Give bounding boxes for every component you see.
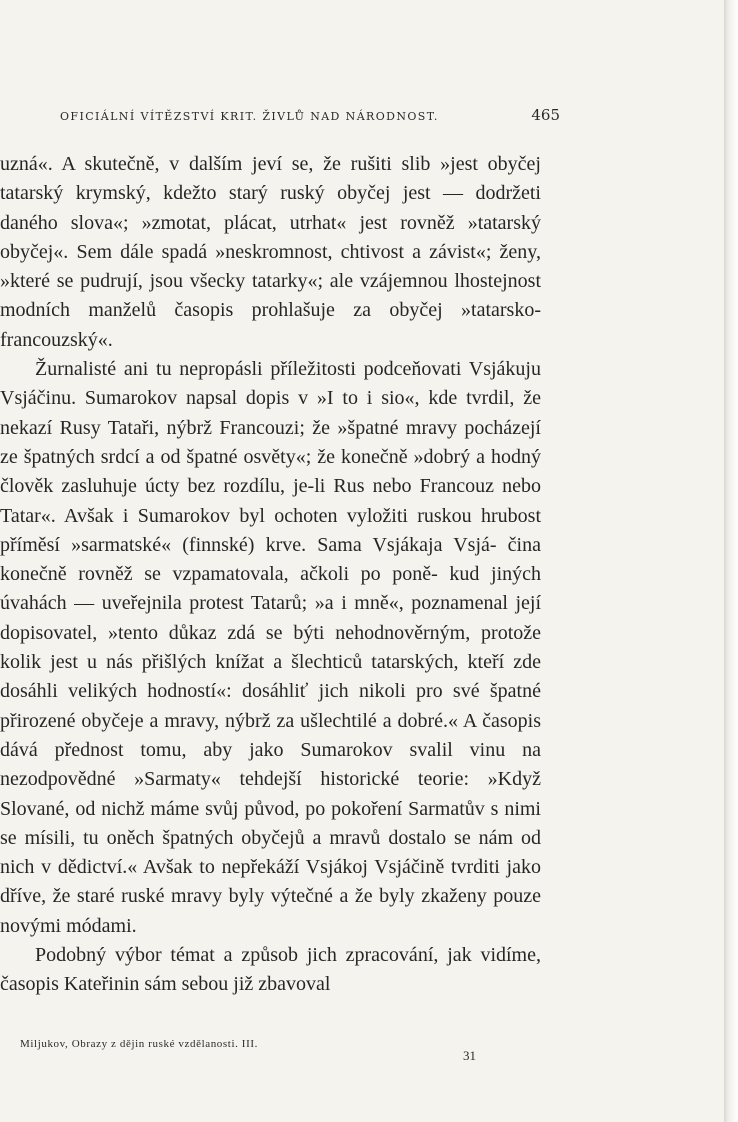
page-footer (20, 1030, 480, 1070)
body-text (0, 150, 541, 1000)
sheet-signature-number: 31 (463, 1048, 476, 1063)
page-header (60, 106, 560, 130)
paragraph: Podobný výbor témat a způsob jich zpracování, jak vidíme, časopis Kateřinin sám sebou již zbavoval (0, 944, 541, 996)
signature-line: Miljukov, Obrazy z dějin ruské vzdělanosti. III. (20, 1038, 258, 1050)
page-number: 465 (531, 106, 560, 124)
page-edge (724, 0, 738, 1122)
paragraph: Žurnalisté ani tu nepropásli příležitosti podceňovati Vsjákuju Vsjáčinu. Sumarokov napsal dopis v »I to i sio«, kde tvrdil, že nekazí Rusy Tataři, nýbrž Francouzi; že »špatné mravy pocházejí ze špatných srdcí a od špatné osvěty«; že konečně »dobrý a hodný člověk zasluhuje úcty bez rozdílu, je-li Rus nebo Francouz nebo Tatar«. Avšak i Sumarokov byl ochoten vyložiti ruskou hrubost příměsí »sarmatské« (finnské) krve. Sama Vsjákaja Vsjá- čina konečně rovněž se vzpamatovala, ačkoli po poně- kud jiných úvahách — uveřejnila protest Tatarů; »a i mně«, poznamenal její dopisovatel, »tento důkaz zdá se býti nehodnověrným, protože kolik jest u nás přišlých knížat a šlechticů tatarských, kteří zde dosáhli velikých hodností«: dosáhliť jich nikoli pro své špatné přirozené obyčeje a mravy, nýbrž za ušlechtilé a dobré.« A časopis dává přednost tomu, aby jako Sumarokov svalil vinu na nezodpovědné »Sarmaty« tehdejší historické teorie: »Když Slované, od nichž máme svůj původ, po pokoření Sarmatův s nimi se mísili, tu oněch špatných obyčejů a mravů dostalo se nám od nich v dědictví.« Avšak to nepřekáží Vsjákoj Vsjáčině tvrditi jako dříve, že staré ruské mravy byly výtečné a že byly zkaženy pouze novými módami. (0, 358, 541, 937)
paragraph: uzná«. A skutečně, v dalším jeví se, že rušiti slib »jest obyčej tatarský krymský, kdežto starý ruský obyčej jest — dodržeti daného slova«; »zmotat, plácat, utrhat« jest rovněž »tatarský obyčej«. Sem dále spadá »neskromnost, chtivost a závist«; ženy, »které se pudrují, jsou všecky tatarky«; ale vzájemnou lhostejnost modních manželů časopis prohlašuje za obyčej »tatarsko-francouzský«. (0, 153, 541, 351)
running-head: OFICIÁLNÍ VÍTĚZSTVÍ KRIT. ŽIVLŮ NAD NÁRODNOST. (60, 110, 439, 123)
